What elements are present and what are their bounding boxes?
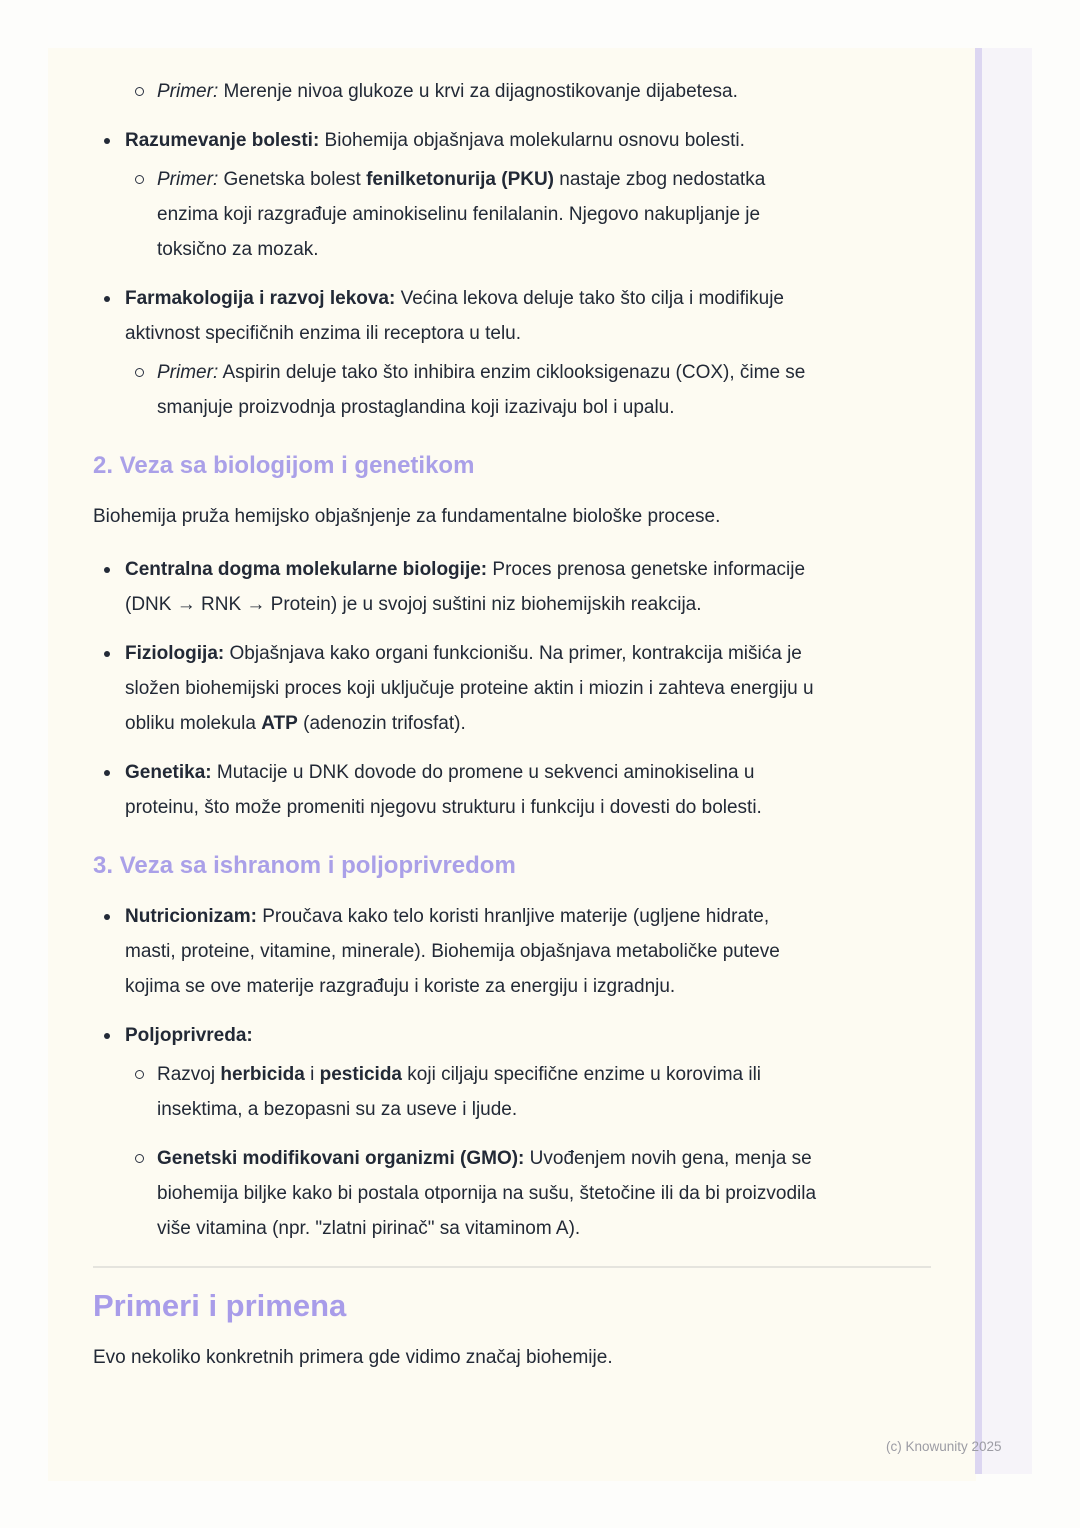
text-run: Razumevanje bolesti: Biohemija objašnjava molekularnu osnovu bolesti. <box>125 130 745 151</box>
list-item <box>93 162 931 267</box>
subsection-title: 2. Veza sa biologijom i genetikom <box>93 452 475 479</box>
list-item <box>93 355 931 425</box>
list-item <box>93 636 931 741</box>
circle-bullet-icon <box>135 1141 157 1176</box>
copyright-watermark: (c) Knowunity 2025 <box>886 1439 1002 1454</box>
text-run: Genetika: Mutacije u DNK dovode do promene u sekvenci aminokiselina u proteinu, što može promeniti njegovu strukturu i funkciju i dovesti do bolesti. <box>125 762 762 818</box>
next-page-edge <box>975 48 1032 1474</box>
list-item <box>93 1018 931 1053</box>
text-run: Poljoprivreda: <box>125 1025 253 1046</box>
section-divider <box>93 1266 931 1268</box>
bullet-icon <box>103 123 125 158</box>
bullet-icon <box>103 636 125 671</box>
list-item <box>93 1057 931 1127</box>
text-run: Centralna dogma molekularne biologije: Proces prenosa genetske informacije (DNK → RNK → Protein) je u svojoj suštini niz biohemijskih reakcija. <box>125 559 806 615</box>
bullet-icon <box>103 281 125 316</box>
circle-bullet-icon <box>135 162 157 197</box>
text-run: Fiziologija: Objašnjava kako organi funkcionišu. Na primer, kontrakcija mišića je složen biohemijski proces koji uključuje proteine aktin i miozin i zahteva energiju u obliku molekula ATP (adenozin trifosfat). <box>125 643 814 734</box>
bullet-icon <box>103 755 125 790</box>
list-item <box>93 755 931 825</box>
text-run: Nutricionizam: Proučava kako telo koristi hranljive materije (ugljene hidrate, masti, proteine, vitamine, minerale). Biohemija objašnjava metaboličke puteve kojima se ove materije razgrađuju i koriste za energiju i izgradnju. <box>125 906 780 997</box>
subsection-title: 3. Veza sa ishranom i poljoprivredom <box>93 852 516 879</box>
list-item <box>93 552 931 622</box>
circle-bullet-icon <box>135 1057 157 1092</box>
circle-bullet-icon <box>135 74 157 109</box>
list-item <box>93 1141 931 1246</box>
list-item <box>93 899 931 1004</box>
text-run: Primer: Aspirin deluje tako što inhibira enzim ciklooksigenazu (COX), čime se smanjuje proizvodnja prostaglandina koji izazivaju bol i upalu. <box>157 362 806 418</box>
bullet-icon <box>103 1018 125 1053</box>
list-item <box>93 281 931 351</box>
paragraph <box>93 499 931 534</box>
text-run: Farmakologija i razvoj lekova: Većina lekova deluje tako što cilja i modifikuje aktivnost specifičnih enzima ili receptora u telu. <box>125 288 784 344</box>
bullet-icon <box>103 899 125 934</box>
text-run: Primer: Genetska bolest fenilketonurija (PKU) nastaje zbog nedostatka enzima koji razgrađuje aminokiselinu fenilalanin. Njegovo nakupljanje je toksično za mozak. <box>157 169 766 260</box>
list-item <box>93 74 931 109</box>
circle-bullet-icon <box>135 355 157 390</box>
text-run: Razvoj herbicida i pesticida koji ciljaju specifične enzime u korovima ili insektima, a bezopasni su za useve i ljude. <box>157 1064 762 1120</box>
section-title: Primeri i primena <box>93 1288 347 1323</box>
document-page <box>48 48 976 1481</box>
list-item <box>93 123 931 158</box>
bullet-icon <box>103 552 125 587</box>
text-run: Primer: Merenje nivoa glukoze u krvi za dijagnostikovanje dijabetesa. <box>157 81 738 102</box>
text-run: Genetski modifikovani organizmi (GMO): Uvođenjem novih gena, menja se biohemija biljke kako bi postala otpornija na sušu, štetočine ili da bi proizvodila više vitamina (npr. "zlatni pirinač" sa vitaminom A). <box>157 1148 817 1239</box>
text-run: Evo nekoliko konkretnih primera gde vidimo značaj biohemije. <box>93 1347 613 1368</box>
text-run: Biohemija pruža hemijsko objašnjenje za fundamentalne biološke procese. <box>93 506 721 527</box>
paragraph <box>93 1340 931 1375</box>
document-content <box>48 48 976 1375</box>
